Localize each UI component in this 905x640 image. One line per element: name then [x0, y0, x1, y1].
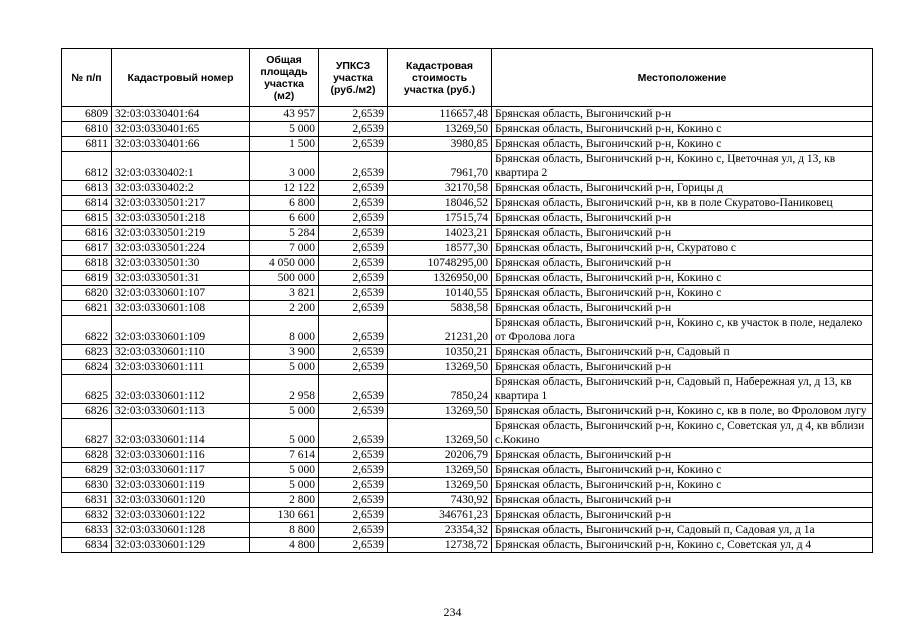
cell-cadastral-value: 7430,92 — [388, 493, 492, 508]
cell-location: Брянская область, Выгоничский р-н — [492, 211, 873, 226]
cell-area: 4 050 000 — [250, 256, 319, 271]
table-row — [62, 419, 873, 448]
cell-cadastral-number: 32:03:0330401:66 — [112, 137, 250, 152]
cell-location: Брянская область, Выгоничский р-н, Кокино с — [492, 463, 873, 478]
table-header-row — [62, 49, 873, 107]
cell-cadastral-number: 32:03:0330601:129 — [112, 538, 250, 553]
cell-location: Брянская область, Выгоничский р-н, Кокино с, Советская ул, д 4 — [492, 538, 873, 553]
cell-cadastral-number: 32:03:0330501:30 — [112, 256, 250, 271]
table-row — [62, 448, 873, 463]
cell-upksz: 2,6539 — [319, 508, 388, 523]
cell-location: Брянская область, Выгоничский р-н, кв в поле Скуратово-Паниковец — [492, 196, 873, 211]
cell-cadastral-value: 13269,50 — [388, 463, 492, 478]
cell-cadastral-value: 20206,79 — [388, 448, 492, 463]
cell-location: Брянская область, Выгоничский р-н — [492, 508, 873, 523]
cell-location: Брянская область, Выгоничский р-н, Кокино с, Советская ул, д 4, кв вблизи с.Кокино — [492, 419, 873, 448]
table-row — [62, 271, 873, 286]
cell-upksz: 2,6539 — [319, 478, 388, 493]
table-row — [62, 463, 873, 478]
cell-upksz: 2,6539 — [319, 107, 388, 122]
cell-row-number: 6822 — [62, 316, 112, 345]
cell-upksz: 2,6539 — [319, 152, 388, 181]
cell-row-number: 6810 — [62, 122, 112, 137]
cell-location: Брянская область, Выгоничский р-н, Горицы д — [492, 181, 873, 196]
cell-cadastral-number: 32:03:0330601:112 — [112, 375, 250, 404]
cell-upksz: 2,6539 — [319, 241, 388, 256]
table-row — [62, 286, 873, 301]
table-row — [62, 508, 873, 523]
cell-row-number: 6834 — [62, 538, 112, 553]
cell-location: Брянская область, Выгоничский р-н, Кокино с — [492, 137, 873, 152]
cell-location: Брянская область, Выгоничский р-н — [492, 226, 873, 241]
cell-location: Брянская область, Выгоничский р-н, Кокино с — [492, 286, 873, 301]
cell-area: 3 900 — [250, 345, 319, 360]
cell-upksz: 2,6539 — [319, 448, 388, 463]
cell-upksz: 2,6539 — [319, 226, 388, 241]
header-area: Общая площадь участка (м2) — [250, 49, 319, 107]
cell-upksz: 2,6539 — [319, 345, 388, 360]
cell-location: Брянская область, Выгоничский р-н — [492, 107, 873, 122]
cell-upksz: 2,6539 — [319, 463, 388, 478]
cell-row-number: 6821 — [62, 301, 112, 316]
cell-area: 7 614 — [250, 448, 319, 463]
cell-cadastral-value: 5838,58 — [388, 301, 492, 316]
cell-upksz: 2,6539 — [319, 375, 388, 404]
cell-area: 5 000 — [250, 404, 319, 419]
cell-cadastral-value: 18046,52 — [388, 196, 492, 211]
cell-row-number: 6828 — [62, 448, 112, 463]
cell-cadastral-number: 32:03:0330601:119 — [112, 478, 250, 493]
cell-cadastral-value: 10140,55 — [388, 286, 492, 301]
cell-upksz: 2,6539 — [319, 404, 388, 419]
cell-location: Брянская область, Выгоничский р-н — [492, 493, 873, 508]
cell-location: Брянская область, Выгоничский р-н, Садовый п, Садовая ул, д 1а — [492, 523, 873, 538]
cell-row-number: 6816 — [62, 226, 112, 241]
cell-row-number: 6812 — [62, 152, 112, 181]
cell-row-number: 6830 — [62, 478, 112, 493]
cell-row-number: 6817 — [62, 241, 112, 256]
cell-cadastral-number: 32:03:0330601:107 — [112, 286, 250, 301]
cell-cadastral-value: 21231,20 — [388, 316, 492, 345]
cell-row-number: 6823 — [62, 345, 112, 360]
cell-upksz: 2,6539 — [319, 122, 388, 137]
cell-cadastral-value: 32170,58 — [388, 181, 492, 196]
cell-location: Брянская область, Выгоничский р-н, Садовый п — [492, 345, 873, 360]
cell-cadastral-number: 32:03:0330402:2 — [112, 181, 250, 196]
cell-area: 4 800 — [250, 538, 319, 553]
table-row — [62, 404, 873, 419]
cell-area: 43 957 — [250, 107, 319, 122]
cell-location: Брянская область, Выгоничский р-н — [492, 448, 873, 463]
header-cadastral-value: Кадастровая стоимость участка (руб.) — [388, 49, 492, 107]
cell-cadastral-value: 17515,74 — [388, 211, 492, 226]
cell-row-number: 6826 — [62, 404, 112, 419]
cell-cadastral-value: 13269,50 — [388, 404, 492, 419]
cell-cadastral-number: 32:03:0330601:113 — [112, 404, 250, 419]
cell-area: 3 821 — [250, 286, 319, 301]
cell-cadastral-number: 32:03:0330601:122 — [112, 508, 250, 523]
cell-area: 8 000 — [250, 316, 319, 345]
page-number: 234 — [443, 605, 462, 619]
cell-area: 12 122 — [250, 181, 319, 196]
cell-row-number: 6827 — [62, 419, 112, 448]
cell-location: Брянская область, Выгоничский р-н, Скуратово с — [492, 241, 873, 256]
cell-location: Брянская область, Выгоничский р-н, Кокино с — [492, 478, 873, 493]
table-row — [62, 226, 873, 241]
cell-cadastral-value: 13269,50 — [388, 419, 492, 448]
cell-cadastral-number: 32:03:0330601:110 — [112, 345, 250, 360]
table-row — [62, 493, 873, 508]
cell-row-number: 6815 — [62, 211, 112, 226]
cell-upksz: 2,6539 — [319, 301, 388, 316]
cell-area: 5 000 — [250, 360, 319, 375]
cell-row-number: 6818 — [62, 256, 112, 271]
cell-cadastral-number: 32:03:0330401:65 — [112, 122, 250, 137]
cell-location: Брянская область, Выгоничский р-н — [492, 360, 873, 375]
cell-row-number: 6833 — [62, 523, 112, 538]
cell-upksz: 2,6539 — [319, 181, 388, 196]
cell-cadastral-number: 32:03:0330501:217 — [112, 196, 250, 211]
cell-area: 130 661 — [250, 508, 319, 523]
cell-row-number: 6831 — [62, 493, 112, 508]
cell-cadastral-value: 23354,32 — [388, 523, 492, 538]
cell-upksz: 2,6539 — [319, 419, 388, 448]
cell-upksz: 2,6539 — [319, 316, 388, 345]
table-row — [62, 256, 873, 271]
table-row — [62, 137, 873, 152]
cell-cadastral-number: 32:03:0330601:109 — [112, 316, 250, 345]
cell-area: 6 600 — [250, 211, 319, 226]
cell-cadastral-value: 7961,70 — [388, 152, 492, 181]
cell-cadastral-value: 13269,50 — [388, 360, 492, 375]
cell-cadastral-number: 32:03:0330501:219 — [112, 226, 250, 241]
cell-cadastral-value: 116657,48 — [388, 107, 492, 122]
cell-area: 1 500 — [250, 137, 319, 152]
cell-location: Брянская область, Выгоничский р-н, Кокино с — [492, 271, 873, 286]
table-row — [62, 375, 873, 404]
table-row — [62, 122, 873, 137]
cell-cadastral-value: 14023,21 — [388, 226, 492, 241]
header-location: Местоположение — [492, 49, 873, 107]
cell-area: 5 000 — [250, 122, 319, 137]
cell-cadastral-value: 12738,72 — [388, 538, 492, 553]
cell-upksz: 2,6539 — [319, 137, 388, 152]
cell-cadastral-number: 32:03:0330601:128 — [112, 523, 250, 538]
cell-cadastral-value: 7850,24 — [388, 375, 492, 404]
cell-location: Брянская область, Выгоничский р-н, Кокино с, кв участок в поле, недалеко от Фролова лога — [492, 316, 873, 345]
cell-cadastral-value: 18577,30 — [388, 241, 492, 256]
table-body — [62, 107, 873, 553]
cell-row-number: 6814 — [62, 196, 112, 211]
cell-cadastral-value: 13269,50 — [388, 478, 492, 493]
cell-upksz: 2,6539 — [319, 538, 388, 553]
cell-location: Брянская область, Выгоничский р-н, Кокино с — [492, 122, 873, 137]
cell-row-number: 6825 — [62, 375, 112, 404]
cell-location: Брянская область, Выгоничский р-н — [492, 256, 873, 271]
header-cadastral-number: Кадастровый номер — [112, 49, 250, 107]
cell-upksz: 2,6539 — [319, 211, 388, 226]
table-row — [62, 538, 873, 553]
table-row — [62, 241, 873, 256]
cell-row-number: 6820 — [62, 286, 112, 301]
cell-cadastral-value: 10350,21 — [388, 345, 492, 360]
cell-row-number: 6809 — [62, 107, 112, 122]
cell-cadastral-number: 32:03:0330601:117 — [112, 463, 250, 478]
cell-cadastral-number: 32:03:0330401:64 — [112, 107, 250, 122]
cell-area: 2 800 — [250, 493, 319, 508]
cell-area: 6 800 — [250, 196, 319, 211]
cell-cadastral-number: 32:03:0330501:224 — [112, 241, 250, 256]
cadastral-table — [61, 48, 873, 553]
table-row — [62, 301, 873, 316]
cell-area: 3 000 — [250, 152, 319, 181]
header-row-number: № п/п — [62, 49, 112, 107]
cell-cadastral-number: 32:03:0330601:108 — [112, 301, 250, 316]
cell-cadastral-value: 3980,85 — [388, 137, 492, 152]
cell-cadastral-number: 32:03:0330501:218 — [112, 211, 250, 226]
cell-cadastral-value: 13269,50 — [388, 122, 492, 137]
cell-row-number: 6832 — [62, 508, 112, 523]
cell-upksz: 2,6539 — [319, 360, 388, 375]
cell-upksz: 2,6539 — [319, 286, 388, 301]
cell-location: Брянская область, Выгоничский р-н, Кокино с, Цветочная ул, д 13, кв квартира 2 — [492, 152, 873, 181]
table-row — [62, 316, 873, 345]
cell-location: Брянская область, Выгоничский р-н — [492, 301, 873, 316]
cell-upksz: 2,6539 — [319, 256, 388, 271]
cell-cadastral-number: 32:03:0330501:31 — [112, 271, 250, 286]
cell-area: 5 000 — [250, 419, 319, 448]
cell-upksz: 2,6539 — [319, 493, 388, 508]
cell-area: 2 200 — [250, 301, 319, 316]
cell-area: 5 284 — [250, 226, 319, 241]
table-row — [62, 478, 873, 493]
cell-cadastral-number: 32:03:0330601:120 — [112, 493, 250, 508]
cell-cadastral-value: 1326950,00 — [388, 271, 492, 286]
header-upksz: УПКСЗ участка (руб./м2) — [319, 49, 388, 107]
table-row — [62, 523, 873, 538]
cell-cadastral-value: 346761,23 — [388, 508, 492, 523]
cell-location: Брянская область, Выгоничский р-н, Кокино с, кв в поле, во Фроловом лугу — [492, 404, 873, 419]
cell-area: 8 800 — [250, 523, 319, 538]
cell-upksz: 2,6539 — [319, 523, 388, 538]
cell-row-number: 6824 — [62, 360, 112, 375]
cell-location: Брянская область, Выгоничский р-н, Садовый п, Набережная ул, д 13, кв квартира 1 — [492, 375, 873, 404]
cell-upksz: 2,6539 — [319, 271, 388, 286]
cell-cadastral-number: 32:03:0330601:111 — [112, 360, 250, 375]
table-row — [62, 107, 873, 122]
table-row — [62, 152, 873, 181]
cell-row-number: 6819 — [62, 271, 112, 286]
cell-row-number: 6829 — [62, 463, 112, 478]
cell-cadastral-number: 32:03:0330601:116 — [112, 448, 250, 463]
cell-area: 5 000 — [250, 478, 319, 493]
cell-row-number: 6811 — [62, 137, 112, 152]
cell-cadastral-value: 10748295,00 — [388, 256, 492, 271]
cell-area: 2 958 — [250, 375, 319, 404]
table-row — [62, 196, 873, 211]
cell-area: 5 000 — [250, 463, 319, 478]
table-row — [62, 345, 873, 360]
cell-upksz: 2,6539 — [319, 196, 388, 211]
table-row — [62, 211, 873, 226]
cell-row-number: 6813 — [62, 181, 112, 196]
cell-cadastral-number: 32:03:0330601:114 — [112, 419, 250, 448]
cell-area: 7 000 — [250, 241, 319, 256]
table-row — [62, 181, 873, 196]
cell-cadastral-number: 32:03:0330402:1 — [112, 152, 250, 181]
table-row — [62, 360, 873, 375]
cell-area: 500 000 — [250, 271, 319, 286]
